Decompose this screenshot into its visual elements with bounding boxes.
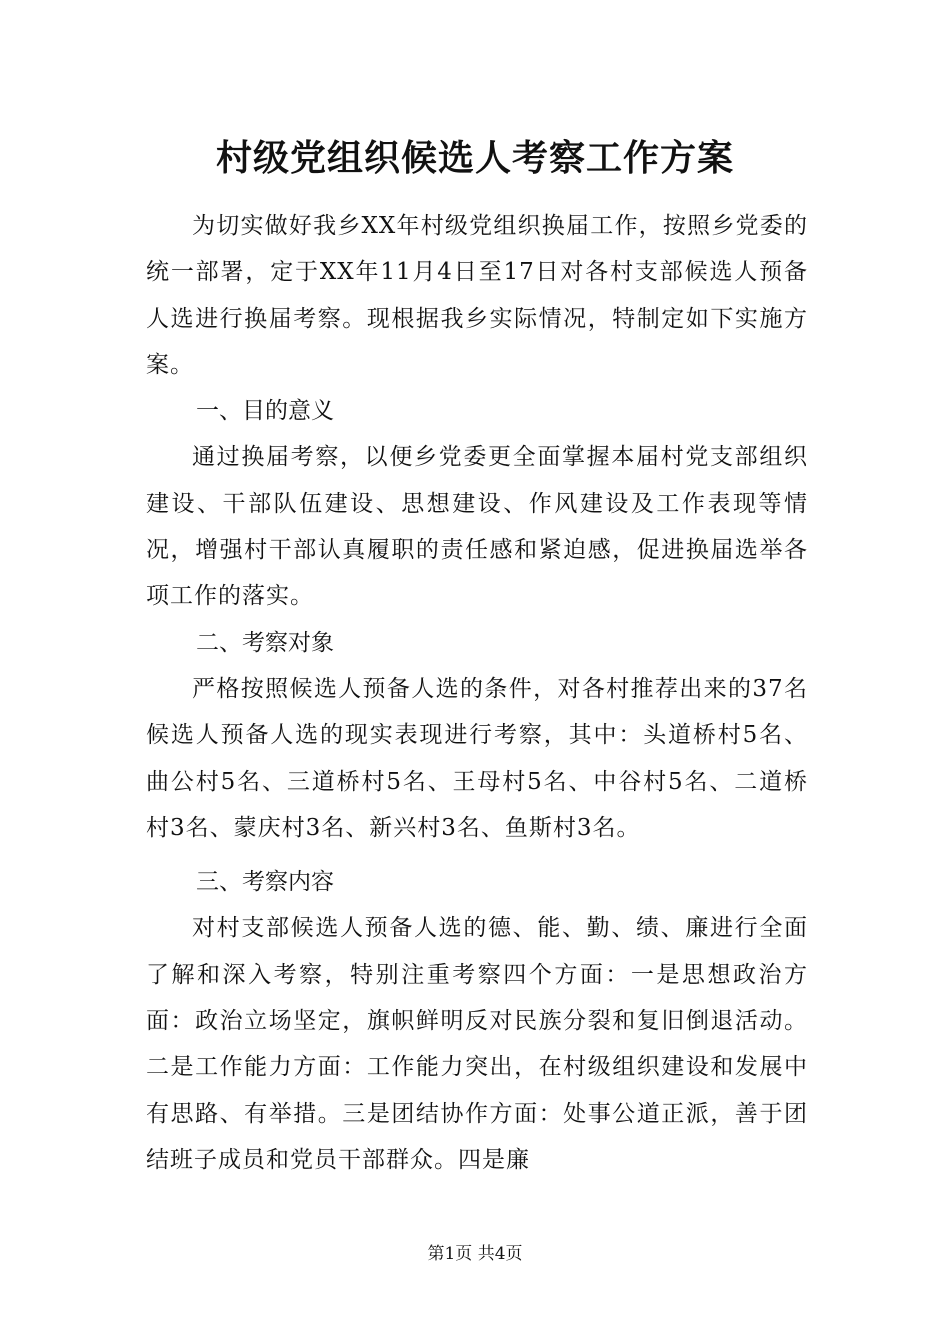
paragraph-content: 对村支部候选人预备人选的德、能、勤、绩、廉进行全面了解和深入考察，特别注重考察四个方面：一是思想政治方面：政治立场坚定，旗帜鲜明反对民族分裂和复旧倒退活动。二是工作能力方面：工作能力突出，在村级组织建设和发展中有思路、有举措。三是团结协作方面：处事公道正派，善于团结班子成员和党员干部群众。四是廉 <box>146 915 808 1173</box>
paragraph-intro: 为切实做好我乡XX年村级党组织换届工作，按照乡党委的统一部署，定于XX年11月4日至17日对各村支部候选人预备人选进行换届考察。现根据我乡实际情况，特制定如下实施方案。 <box>146 213 808 378</box>
paragraph-subjects: 严格按照候选人预备人选的条件，对各村推荐出来的37名候选人预备人选的现实表现进行考察，其中：头道桥村5名、曲公村5名、三道桥村5名、王母村5名、中谷村5名、二道桥村3名、蒙庆村3名、新兴村3名、鱼斯村3名。 <box>146 675 808 841</box>
section-heading-purpose: 一、目的意义 <box>196 398 334 425</box>
document-title: 村级党组织候选人考察工作方案 <box>215 137 734 179</box>
section-heading-content: 三、考察内容 <box>196 869 334 896</box>
section-heading-subjects: 二、考察对象 <box>196 629 334 656</box>
page-footer: 第1页 共4页 <box>427 1244 523 1264</box>
document-body <box>146 203 808 1183</box>
paragraph-purpose: 通过换届考察，以便乡党委更全面掌握本届村党支部组织建设、干部队伍建设、思想建设、作风建设及工作表现等情况，增强村干部认真履职的责任感和紧迫感，促进换届选举各项工作的落实。 <box>146 444 808 610</box>
